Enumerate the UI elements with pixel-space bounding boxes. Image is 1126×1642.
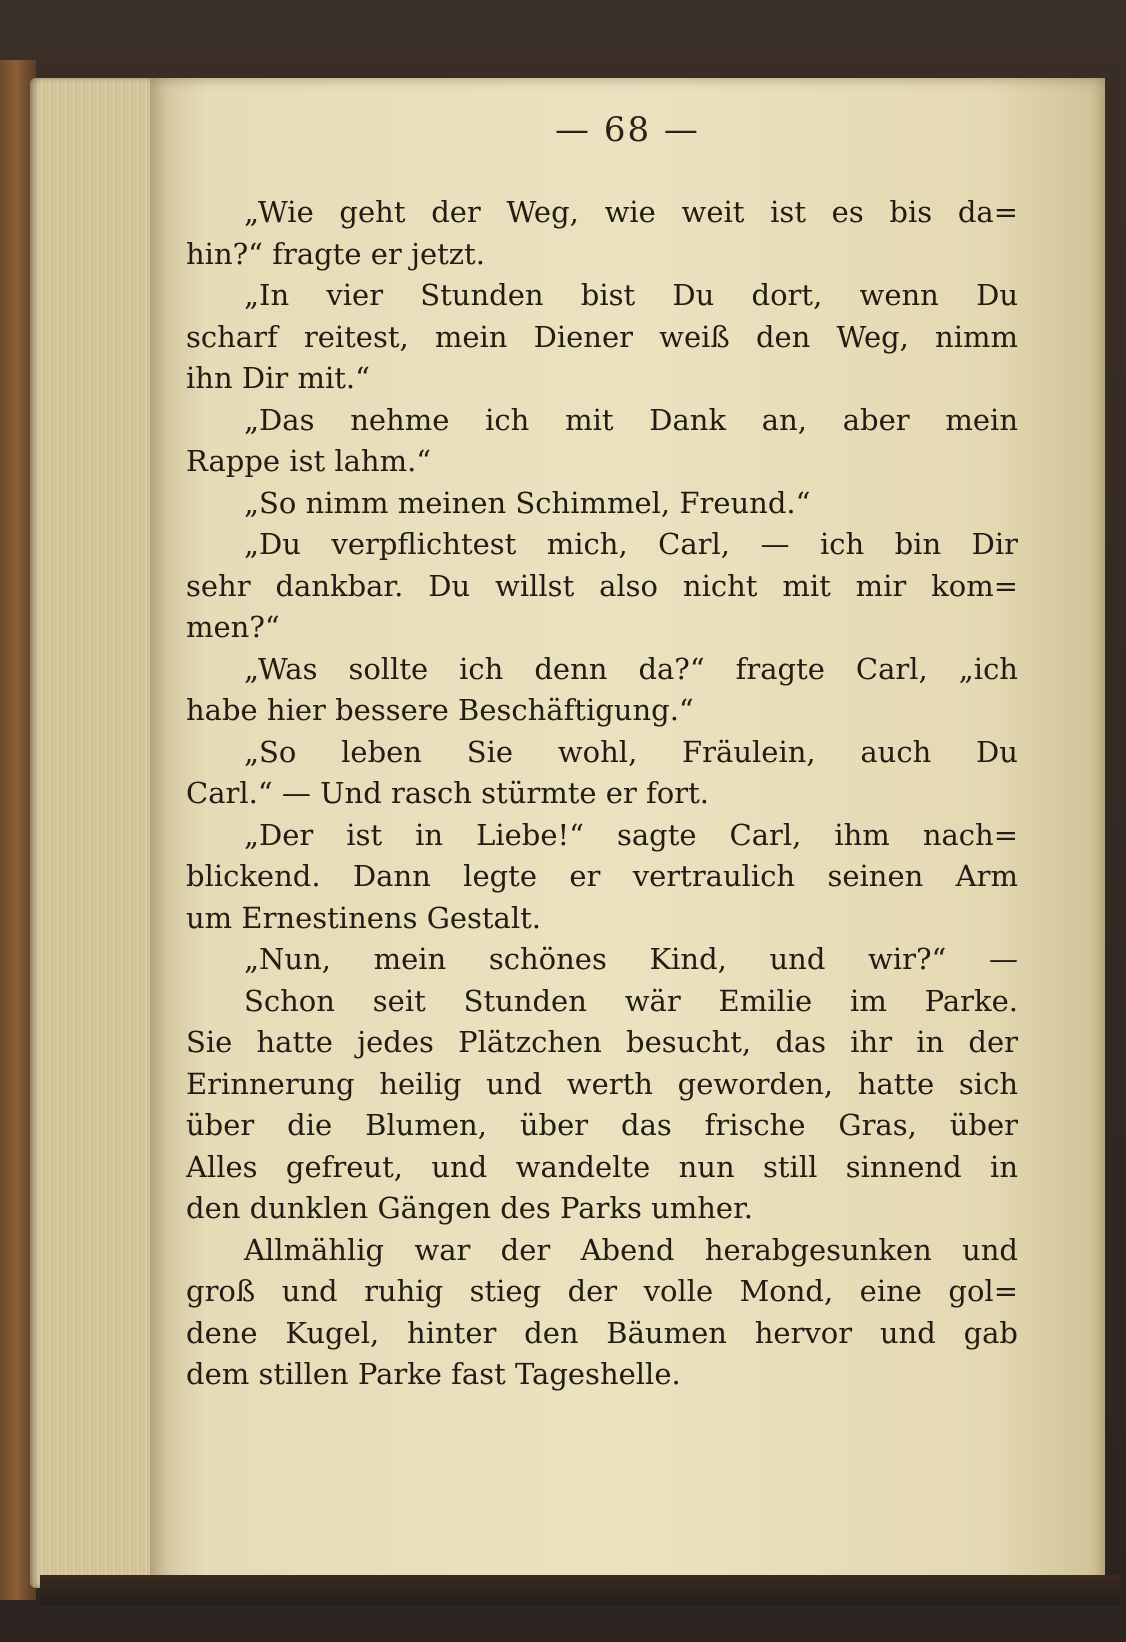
text-line: habe hier bessere Beschäftigung.“ [186, 693, 694, 727]
text-line: „So nimm meinen Schimmel, Freund.“ [244, 485, 811, 520]
page-text [186, 192, 1018, 1396]
text-line: ihn Dir mit.“ [186, 361, 370, 395]
text-line: „Was sollte ich denn da?“ fragte Carl, „ich [244, 651, 1018, 686]
text-line: Rappe ist lahm.“ [186, 444, 432, 478]
text-line: groß und ruhig stieg der volle Mond, eine gol= [186, 1274, 1018, 1308]
text-line: „So leben Sie wohl, Fräulein, auch Du [244, 734, 1018, 769]
text-line: um Ernestinens Gestalt. [186, 900, 541, 935]
text-line: „Das nehme ich mit Dank an, aber mein [244, 402, 1018, 437]
text-line: „Wie geht der Weg, wie weit ist es bis da= [244, 195, 1018, 229]
text-line: „Der ist in Liebe!“ sagte Carl, ihm nach= [244, 817, 1018, 852]
book-bottom-edge [40, 1575, 1120, 1605]
stacked-page-edges [30, 78, 170, 1588]
text-line: „Nun, mein schönes Kind, und wir?“ — [244, 942, 1018, 976]
text-line: Alles gefreut, und wandelte nun still sinnend in [186, 1149, 1018, 1184]
text-line: Sie hatte jedes Plätzchen besucht, das ihr in der [186, 1025, 1018, 1059]
text-line: Carl.“ — Und rasch stürmte er fort. [186, 776, 709, 810]
text-line: scharf reitest, mein Diener weiß den Weg, nimm [186, 319, 1018, 354]
text-line: blickend. Dann legte er vertraulich seinen Arm [186, 859, 1018, 893]
text-line: „In vier Stunden bist Du dort, wenn Du [244, 278, 1018, 312]
page-number: — 68 — [555, 110, 700, 150]
text-line: hin?“ fragte er jetzt. [186, 236, 485, 271]
text-line: dene Kugel, hinter den Bäumen hervor und gab [186, 1315, 1018, 1350]
text-line: den dunklen Gängen des Parks umher. [186, 1191, 753, 1225]
text-line: sehr dankbar. Du willst also nicht mit mir kom= [186, 568, 1018, 603]
text-line: über die Blumen, über das frische Gras, über [186, 1108, 1018, 1142]
text-line: dem stillen Parke fast Tageshelle. [186, 1357, 681, 1391]
text-line: Allmählig war der Abend herabgesunken und [244, 1232, 1018, 1267]
text-line: men?“ [186, 610, 280, 644]
text-line: Erinnerung heilig und werth geworden, hatte sich [186, 1066, 1018, 1101]
text-line: „Du verpflichtest mich, Carl, — ich bin Dir [244, 527, 1018, 561]
text-line: Schon seit Stunden wär Emilie im Parke. [244, 983, 1018, 1018]
